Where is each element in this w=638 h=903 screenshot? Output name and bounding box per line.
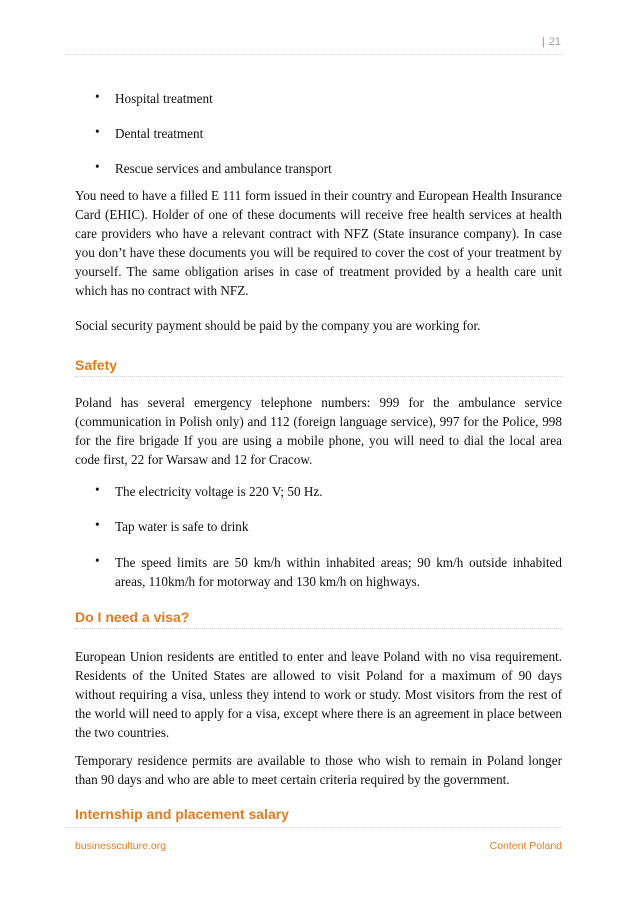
social-security-block <box>75 316 562 335</box>
ehic-paragraph: You need to have a filled E 111 form issued in their country and European Health Insurance Card (EHIC). Holder of one of these documents will receive free health services at health care providers who have a relevant contract with NFZ (State insurance company). In case you don’t have these documents you will be required to cover the cost of your treatment by yourself. The same obligation arises in case of treatment provided by a health care unit which has no contract with NFZ. <box>75 188 562 298</box>
visa-heading-rule <box>75 628 563 629</box>
footer-website: businessculture.org <box>75 840 167 852</box>
safety-intro-block <box>75 393 562 469</box>
header-rule <box>64 54 563 55</box>
visa-paragraph-1: European Union residents are entitled to enter and leave Poland with no visa requirement. Residents of the United States are allowed to visit Poland for a maximum of 90 days without requiring a visa, unless they intend to work or study. Most visitors from the rest of the world will need to apply for a visa, except where there is an agreement in place between the two countries. <box>75 649 562 740</box>
safety-heading-rule <box>75 376 563 377</box>
visa-heading: Do I need a visa? <box>75 609 190 625</box>
internship-heading: Internship and placement salary <box>75 806 289 822</box>
bullet-glyph: • <box>95 124 100 139</box>
bullet-hospital-treatment: Hospital treatment <box>115 91 213 106</box>
footer-rule <box>64 827 563 828</box>
bullet-glyph: • <box>95 482 100 497</box>
bullet-speed-limits: The speed limits are 50 km/h within inhabited areas; 90 km/h outside inhabited areas, 110km/h for motorway and 130 km/h on highways. <box>115 555 562 589</box>
bullet-rescue-services: Rescue services and ambulance transport <box>115 161 332 176</box>
ehic-paragraph-block <box>75 186 562 300</box>
page-number <box>542 36 561 48</box>
bullet-tap-water: Tap water is safe to drink <box>115 519 249 534</box>
page-number-separator: | <box>541 36 545 48</box>
safety-intro-paragraph: Poland has several emergency telephone numbers: 999 for the ambulance service (communication in Polish only) and 112 (foreign language service), 997 for the Police, 998 for the fire brigade If you are using a mobile phone, you will need to dial the local area code first, 22 for Warsaw and 12 for Cracow. <box>75 395 562 467</box>
social-security-paragraph: Social security payment should be paid by the company you are working for. <box>75 318 481 333</box>
bullet-glyph: • <box>95 159 100 174</box>
page-number-value: 21 <box>548 36 561 48</box>
bullet-glyph: • <box>95 553 100 568</box>
bullet-dental-treatment: Dental treatment <box>115 126 204 141</box>
bullet-glyph: • <box>95 517 100 532</box>
visa-paragraph-1-block <box>75 647 562 742</box>
visa-paragraph-2-block <box>75 751 562 789</box>
bullet-electricity: The electricity voltage is 220 V; 50 Hz. <box>115 484 323 499</box>
bullet-glyph: • <box>95 89 100 104</box>
footer-section-title: Content Poland <box>489 840 562 852</box>
visa-paragraph-2: Temporary residence permits are available to those who wish to remain in Poland longer than 90 days and who are able to meet certain criteria required by the government. <box>75 753 562 787</box>
safety-heading: Safety <box>75 357 118 373</box>
